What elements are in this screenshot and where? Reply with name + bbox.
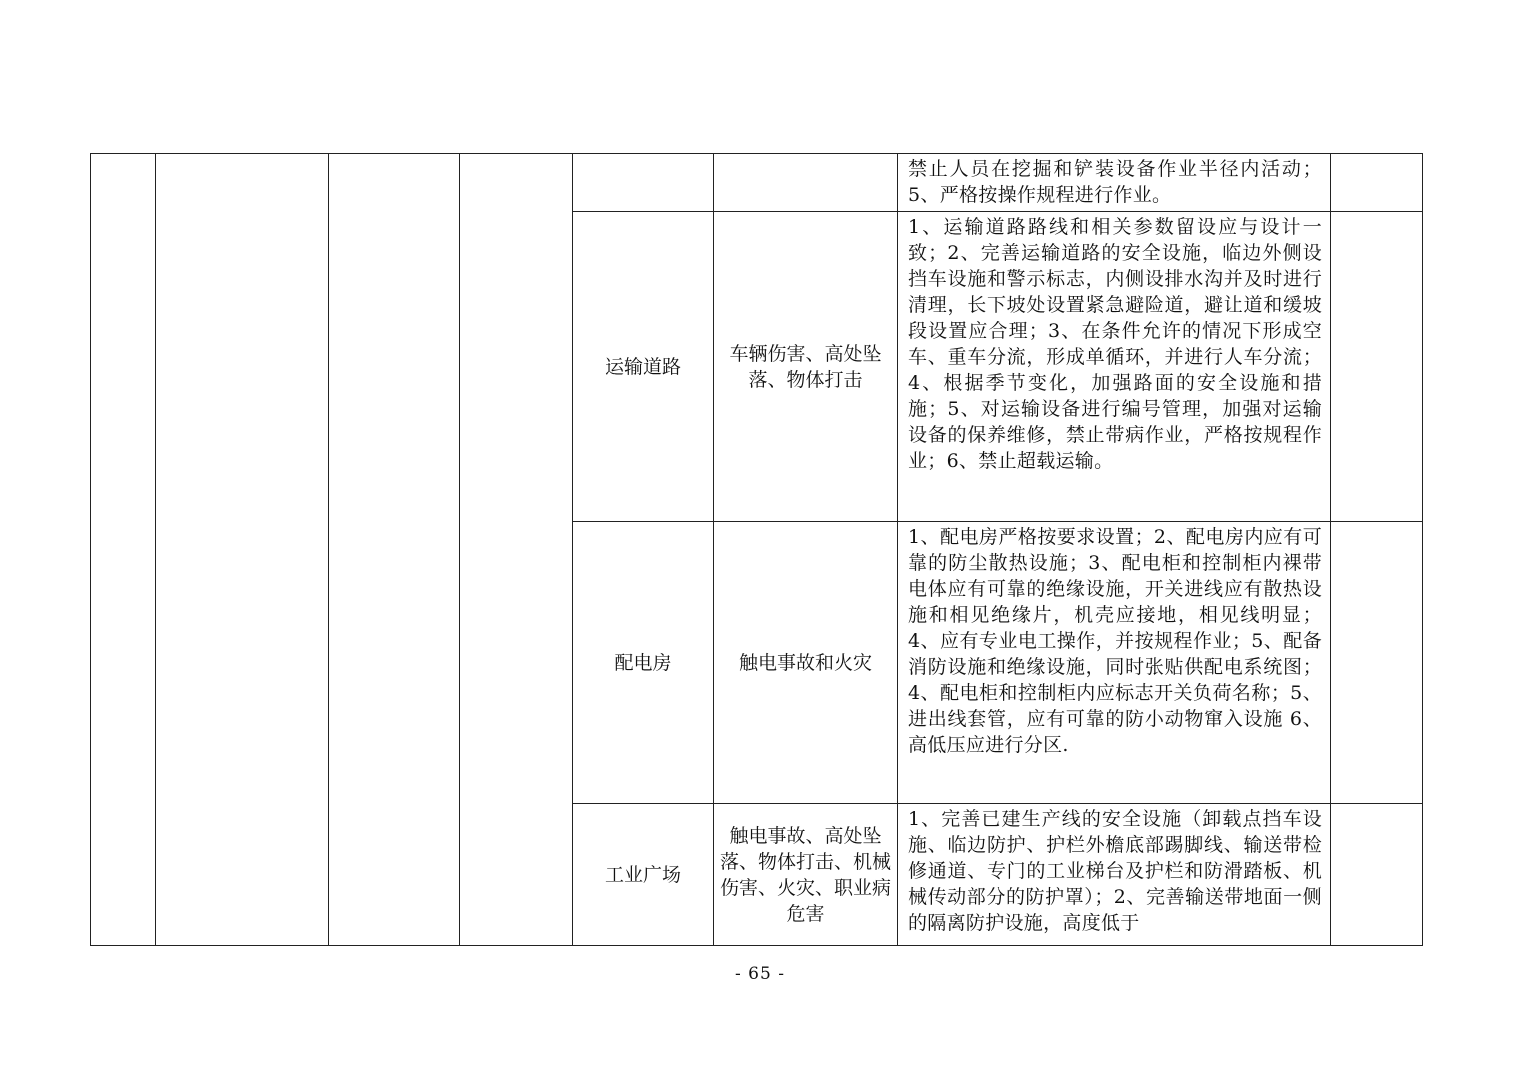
- hazard-cell: 触电事故和火灾: [714, 522, 898, 804]
- remarks-cell: [1331, 522, 1423, 804]
- page-number: - 65 -: [735, 964, 785, 984]
- location-cell: 工业广场: [573, 804, 714, 946]
- remarks-cell: [1331, 154, 1423, 212]
- table-cell-empty: [91, 154, 156, 946]
- hazard-cell: 车辆伤害、高处坠落、物体打击: [714, 212, 898, 522]
- measures-cell: 禁止人员在挖掘和铲装设备作业半径内活动；5、严格按操作规程进行作业。: [898, 154, 1331, 212]
- measures-cell: 1、配电房严格按要求设置；2、配电房内应有可靠的防尘散热设施；3、配电柜和控制柜内裸带电体应有可靠的绝缘设施，开关进线应有散热设施和相见绝缘片，机壳应接地，相见线明显；4、应有专业电工操作，并按规程作业；5、配备消防设施和绝缘设施，同时张贴供配电系统图；4、配电柜和控制柜内应标志开关负荷名称；5、进出线套管，应有可靠的防小动物窜入设施 6、高低压应进行分区.: [898, 522, 1331, 804]
- remarks-cell: [1331, 804, 1423, 946]
- remarks-cell: [1331, 212, 1423, 522]
- table-cell-empty: [460, 154, 573, 946]
- table-cell-empty: [156, 154, 329, 946]
- hazard-cell: 触电事故、高处坠落、物体打击、机械伤害、火灾、职业病危害: [714, 804, 898, 946]
- measures-cell: 1、完善已建生产线的安全设施（卸载点挡车设施、临边防护、护栏外檐底部踢脚线、输送带检修通道、专门的工业梯台及护栏和防滑踏板、机械传动部分的防护罩）；2、完善输送带地面一侧的隔离防护设施，高度低于: [898, 804, 1331, 946]
- hazard-measures-table: [90, 153, 1423, 946]
- location-cell: 运输道路: [573, 212, 714, 522]
- location-cell: [573, 154, 714, 212]
- table-row: [91, 154, 1423, 212]
- measures-cell: 1、运输道路路线和相关参数留设应与设计一致；2、完善运输道路的安全设施，临边外侧设挡车设施和警示标志，内侧设排水沟并及时进行清理，长下坡处设置紧急避险道，避让道和缓坡段设置应合理；3、在条件允许的情况下形成空车、重车分流，形成单循环，并进行人车分流； 4、根据季节变化，加强路面的安全设施和措施；5、对运输设备进行编号管理，加强对运输设备的保养维修，禁止带病作业，严格按规程作业；6、禁止超载运输。: [898, 212, 1331, 522]
- table-cell-empty: [329, 154, 460, 946]
- location-cell: 配电房: [573, 522, 714, 804]
- hazard-cell: [714, 154, 898, 212]
